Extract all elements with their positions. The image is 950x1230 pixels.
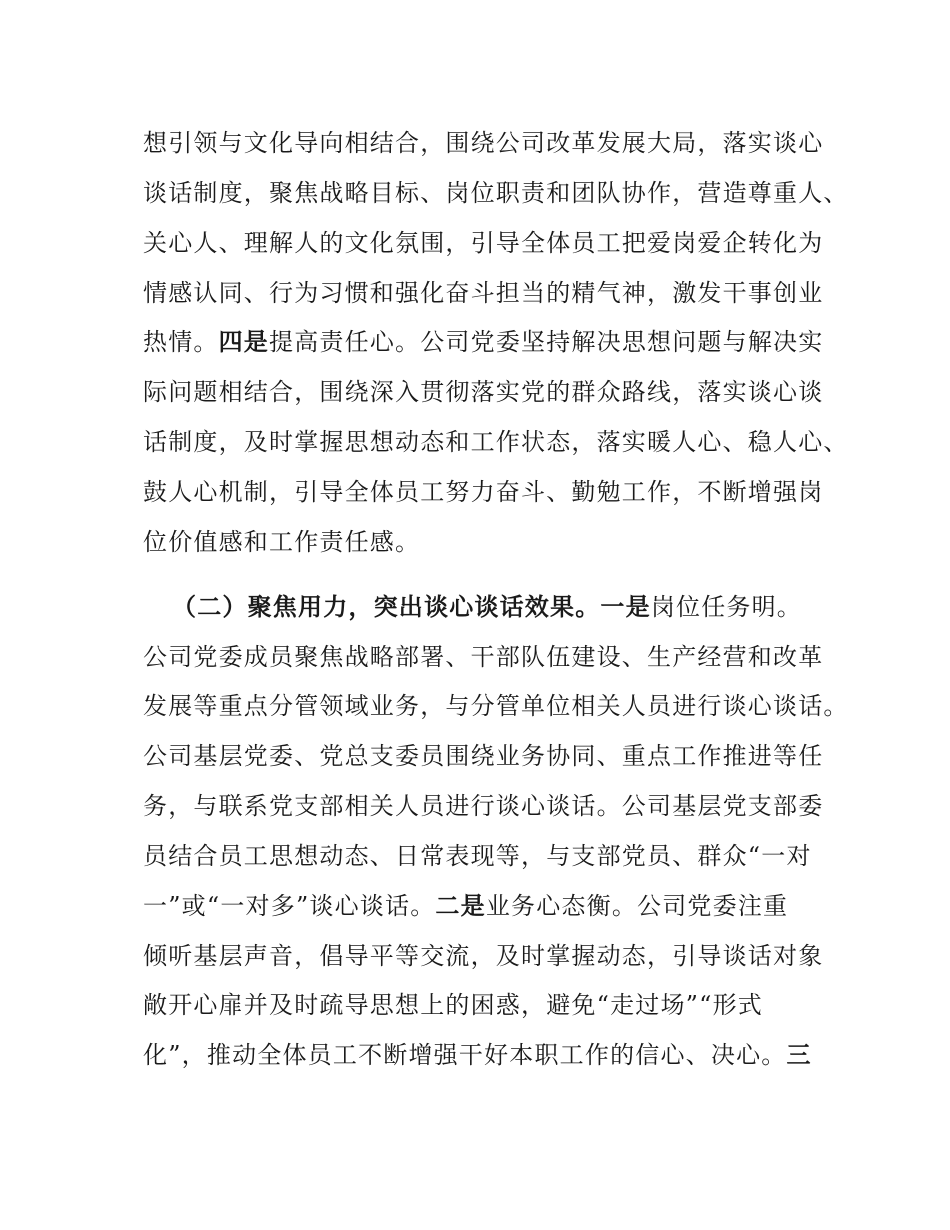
text-segment: 公司基层党委、党总支委员围绕业务协同、重点工作推进等任 [143,742,824,770]
text-line [143,278,823,308]
text-line [143,228,823,258]
text-segment: 想引领与文化导向相结合，围绕公司改革发展大局，落实谈心 [143,129,824,157]
text-segment: 岗位任务明。 [650,593,803,621]
text-segment: 热情。 [143,328,219,356]
text-segment: 发展等重点分管领域业务，与分管单位相关人员进行谈心谈话。 [143,692,849,720]
text-segment: 员结合员工思想动态、日常表现等，与支部党员、群众“一对 [143,842,812,870]
text-line [143,841,812,871]
text-segment: 位价值感和工作责任感。 [143,528,421,556]
emphasis-label: 一是 [600,592,651,621]
text-line [143,691,849,721]
section-heading-line [172,592,802,622]
text-line [143,178,849,208]
text-line [143,327,823,357]
text-line [143,377,823,407]
text-line [143,477,823,507]
text-segment: 敞开心扉并及时疏导思想上的困惑，避免“走过场”“形式 [143,991,764,1019]
text-line [143,642,823,672]
text-line [143,791,823,821]
text-line [143,527,420,557]
text-segment: 际问题相结合，围绕深入贯彻落实党的群众路线，落实谈心谈 [143,378,824,406]
text-line [143,990,763,1020]
text-line [143,427,849,457]
text-segment: 提高责任心。公司党委坚持解决思想问题与解决实 [269,328,824,356]
text-segment: 谈话制度，聚焦战略目标、岗位职责和团队协作，营造尊重人、 [143,179,849,207]
text-segment: 化”，推动全体员工不断增强干好本职工作的信心、决心。 [143,1041,787,1069]
text-segment: 公司党委成员聚焦战略部署、干部队伍建设、生产经营和改革 [143,643,824,671]
text-line [143,891,788,921]
text-segment: 倾听基层声音，倡导平等交流，及时掌握动态，引导谈话对象 [143,942,824,970]
text-segment: 关心人、理解人的文化氛围，引导全体员工把爱岗爱企转化为 [143,229,824,257]
section-heading: （二）聚焦用力，突出谈心谈话效果。 [172,592,601,621]
text-line [143,128,823,158]
text-segment: 话制度，及时掌握思想动态和工作状态，落实暖人心、稳人心、 [143,428,849,456]
text-segment: 情感认同、行为习惯和强化奋斗担当的精气神，激发干事创业 [143,279,824,307]
text-line [143,941,823,971]
text-line [143,741,823,771]
text-segment: 务，与联系党支部相关人员进行谈心谈话。公司基层党支部委 [143,792,824,820]
emphasis-label: 四是 [218,327,270,356]
emphasis-label: 二是 [435,891,486,920]
emphasis-label: 三 [786,1040,812,1069]
text-segment: 一”或“一对多”谈心谈话。 [143,892,436,920]
text-segment: 鼓人心机制，引导全体员工努力奋斗、勤勉工作，不断增强岗 [143,478,824,506]
text-segment: 业务心态衡。公司党委注重 [485,892,789,920]
text-line [143,1040,812,1070]
